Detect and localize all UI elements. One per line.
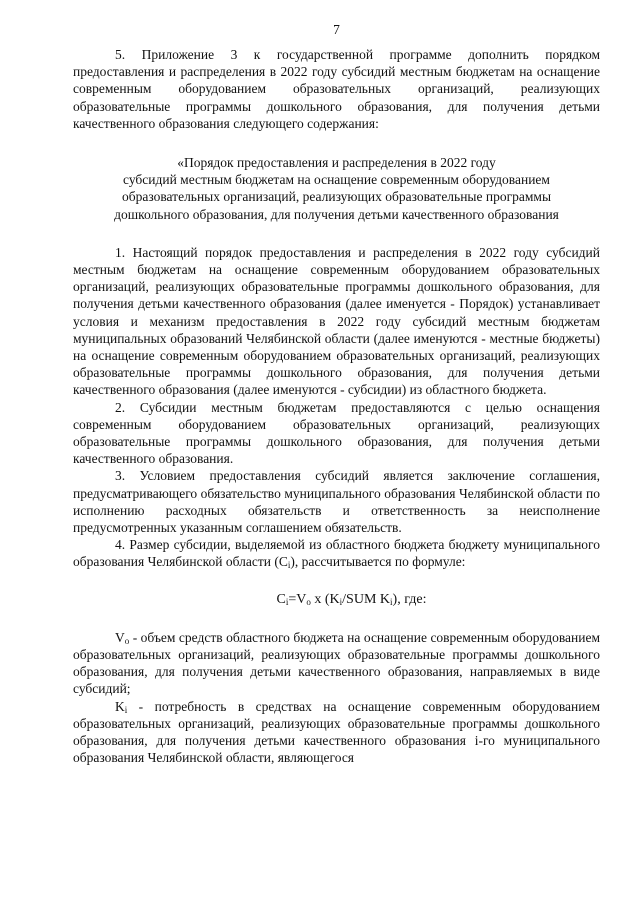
- formula-sum-sub: i: [390, 596, 393, 607]
- intro-paragraph: 5. Приложение 3 к государственной программе дополнить порядком предоставления и распределения в 2022 году субсидий местным бюджетам на оснащение современным оборудованием образовательных организаций, реализующих образовательные программы дошкольного образования, для получения детьми качественного образования следующего содержания:: [73, 47, 600, 131]
- paragraph-1: 1. Настоящий порядок предоставления и распределения в 2022 году субсидий местным бюджетам на оснащение современным оборудованием образовательных организаций, реализующих образовательные программы дошкольного образования, для получения детьми качественного образования (далее именуется - Порядок) устанавливает условия и механизм предоставления в 2022 году субсидий местным бюджетам муниципальных образований Челябинской области (далее именуются - местные бюджеты) на оснащение современным оборудованием образовательных организаций, реализующих образовательные программы дошкольного образования, для получения детьми качественного образования (далее именуются - субсидии) из областного бюджета.: [73, 244, 600, 398]
- paragraph-4-text: 4. Размер субсидии, выделяемой из областного бюджета бюджету муниципального образования Челябинской области (C: [73, 537, 600, 570]
- title-line: субсидий местным бюджетам на оснащение современным оборудованием: [123, 172, 550, 188]
- formula-k-sub: i: [339, 596, 343, 607]
- definition-v: [73, 629, 600, 698]
- definition-k-text: - потребность в средствах на оснащение современным оборудованием образовательных организаций, реализующих образовательные программы дошкольного образования, для получения детьми качественного образования i-го муниципального образования Челябинской области, являющегося: [73, 698, 600, 766]
- formula-c-sub: i: [285, 596, 289, 607]
- title-line: «Порядок предоставления и распределения в 2022 году: [177, 155, 496, 171]
- formula-eq: =V: [288, 591, 307, 607]
- paragraph-4-subscript: i: [287, 560, 291, 571]
- title-line: образовательных организаций, реализующих образовательные программы: [121, 189, 552, 205]
- formula-v-sub: o: [306, 596, 311, 607]
- definition-v-text: - объем средств областного бюджета на оснащение современным оборудованием образовательных организаций, реализующих образовательные программы дошкольного образования, для получения детьми качественного образования, направляемых в виде субсидий;: [73, 629, 600, 697]
- paragraph-4-end: ), рассчитывается по формуле:: [290, 554, 466, 570]
- formula-mid: x (K: [310, 591, 340, 607]
- definition-k-symbol: K: [115, 698, 125, 714]
- definition-v-sub: o: [124, 635, 130, 646]
- definition-k-sub: i: [124, 704, 128, 715]
- definition-v-symbol: V: [115, 629, 125, 645]
- title-line: дошкольного образования, для получения детьми качественного образования: [114, 206, 559, 222]
- formula-sum: /SUM K: [342, 591, 391, 607]
- formula-end: ), где:: [392, 591, 427, 607]
- definition-k: [73, 698, 600, 767]
- page-number: 7: [333, 22, 340, 37]
- paragraph-4: [73, 536, 600, 570]
- subsidy-formula: [73, 591, 600, 609]
- procedure-title: [73, 154, 600, 223]
- formula-c: C: [276, 591, 286, 607]
- paragraph-3: 3. Условием предоставления субсидий является заключение соглашения, предусматривающего обязательство муниципального образования Челябинской области по исполнению расходных обязательств и ответственность за неисполнение предусмотренных указанным соглашением обязательств.: [73, 468, 600, 536]
- paragraph-2: 2. Субсидии местным бюджетам предоставляются с целью оснащения современным оборудованием образовательных организаций, реализующих образовательные программы дошкольного образования, для получения детьми качественного образования.: [73, 399, 600, 467]
